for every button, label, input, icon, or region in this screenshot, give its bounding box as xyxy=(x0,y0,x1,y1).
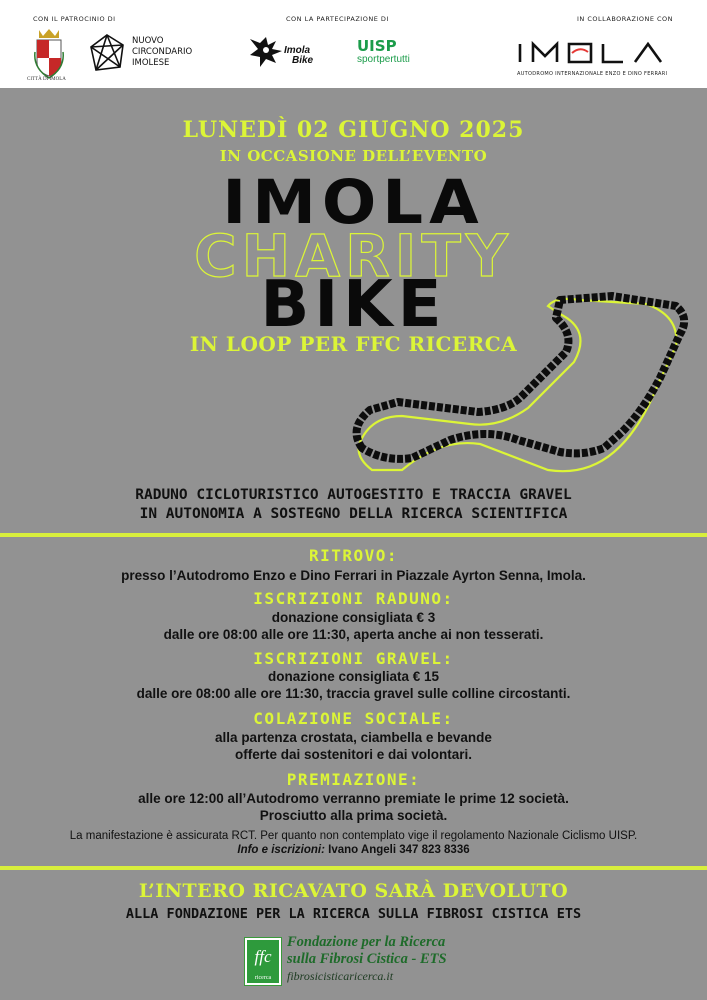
ffc-logo xyxy=(244,937,282,986)
colazione-title: COLAZIONE SOCIALE: xyxy=(253,709,454,728)
title-bike: BIKE xyxy=(260,268,447,342)
nci-line-3: IMOLESE xyxy=(132,58,170,68)
ffc-name xyxy=(287,934,447,985)
event-date: LUNEDÌ 02 GIUGNO 2025 xyxy=(182,117,525,143)
event-subtitle: IN LOOP PER FFC RICERCA xyxy=(189,332,518,356)
event-occasion: IN OCCASIONE DELL’EVENTO xyxy=(219,147,488,165)
colazione-line-2: offerte dai sostenitori e dai volontari. xyxy=(234,747,473,762)
uisp-subtitle: sportpertutti xyxy=(357,54,410,65)
imola-autodromo-subtitle: AUTODROMO INTERNAZIONALE ENZO E DINO FERRARI xyxy=(517,71,668,77)
imola-bike-line-1: Imola xyxy=(284,45,311,56)
gravel-hours: dalle ore 08:00 alle ore 11:30, traccia gravel sulle colline circostanti. xyxy=(136,686,571,701)
partecipazione-label: CON LA PARTECIPAZIONE DI xyxy=(286,15,389,23)
premiazione-title: PREMIAZIONE: xyxy=(286,770,421,789)
crest-caption: CITTÀ DI IMOLA xyxy=(27,77,66,82)
nci-line-1: NUOVO xyxy=(132,36,164,46)
colazione-line-1: alla partenza crostata, ciambella e bevande xyxy=(215,730,492,745)
divider-bottom xyxy=(0,866,707,870)
title-imola: IMOLA xyxy=(222,167,485,239)
gravel-donation: donazione consigliata € 15 xyxy=(267,669,440,684)
ffc-logo-text: ffc xyxy=(254,947,272,966)
raduno-donation: donazione consigliata € 3 xyxy=(271,610,436,625)
imola-bike-line-2: Bike xyxy=(292,55,314,66)
info-contact: Ivano Angeli 347 823 8336 xyxy=(328,844,470,856)
ffc-url[interactable]: fibrosicisticaricerca.it xyxy=(287,969,394,983)
uisp-title: UISP xyxy=(357,37,397,55)
divider-top xyxy=(0,533,707,537)
info-label: Info e iscrizioni: xyxy=(237,844,325,856)
devoluto-headline: L’INTERO RICAVATO SARÀ DEVOLUTO xyxy=(138,880,569,902)
info-line xyxy=(0,844,707,856)
collaborazione-label: IN COLLABORAZIONE CON xyxy=(577,15,674,23)
ffc-name-2: sulla Fibrosi Cistica - ETS xyxy=(287,951,447,967)
nci-line-2: CIRCONDARIO xyxy=(132,47,193,57)
insurance-note: La manifestazione è assicurata RCT. Per quanto non contemplato vige il regolamento Nazionale Ciclismo UISP. xyxy=(69,830,638,842)
fondazione-line: ALLA FONDAZIONE PER LA RICERCA SULLA FIBROSI CISTICA ETS xyxy=(125,906,582,922)
ffc-name-1: Fondazione per la Ricerca xyxy=(287,934,446,950)
ffc-logo-sub: ricerca xyxy=(254,975,272,981)
iscrizioni-gravel-title: ISCRIZIONI GRAVEL: xyxy=(253,649,454,668)
raduno-line-2: IN AUTONOMIA A SOSTEGNO DELLA RICERCA SCIENTIFICA xyxy=(139,506,568,522)
title-charity: CHARITY xyxy=(194,222,513,290)
premiazione-line-2: Prosciutto alla prima società. xyxy=(259,808,448,823)
ritrovo-text: presso l’Autodromo Enzo e Dino Ferrari in Piazzale Ayrton Senna, Imola. xyxy=(121,568,586,583)
raduno-line-1: RADUNO CICLOTURISTICO AUTOGESTITO E TRACCIA GRAVEL xyxy=(135,487,572,503)
patrocinio-label: CON IL PATROCINIO DI xyxy=(33,15,116,23)
premiazione-line-1: alle ore 12:00 all’Autodromo verranno premiate le prime 12 società. xyxy=(138,791,569,806)
iscrizioni-raduno-title: ISCRIZIONI RADUNO: xyxy=(253,589,454,608)
ritrovo-title: RITROVO: xyxy=(308,546,399,565)
raduno-hours: dalle ore 08:00 alle ore 11:30, aperta anche ai non tesserati. xyxy=(163,627,544,642)
